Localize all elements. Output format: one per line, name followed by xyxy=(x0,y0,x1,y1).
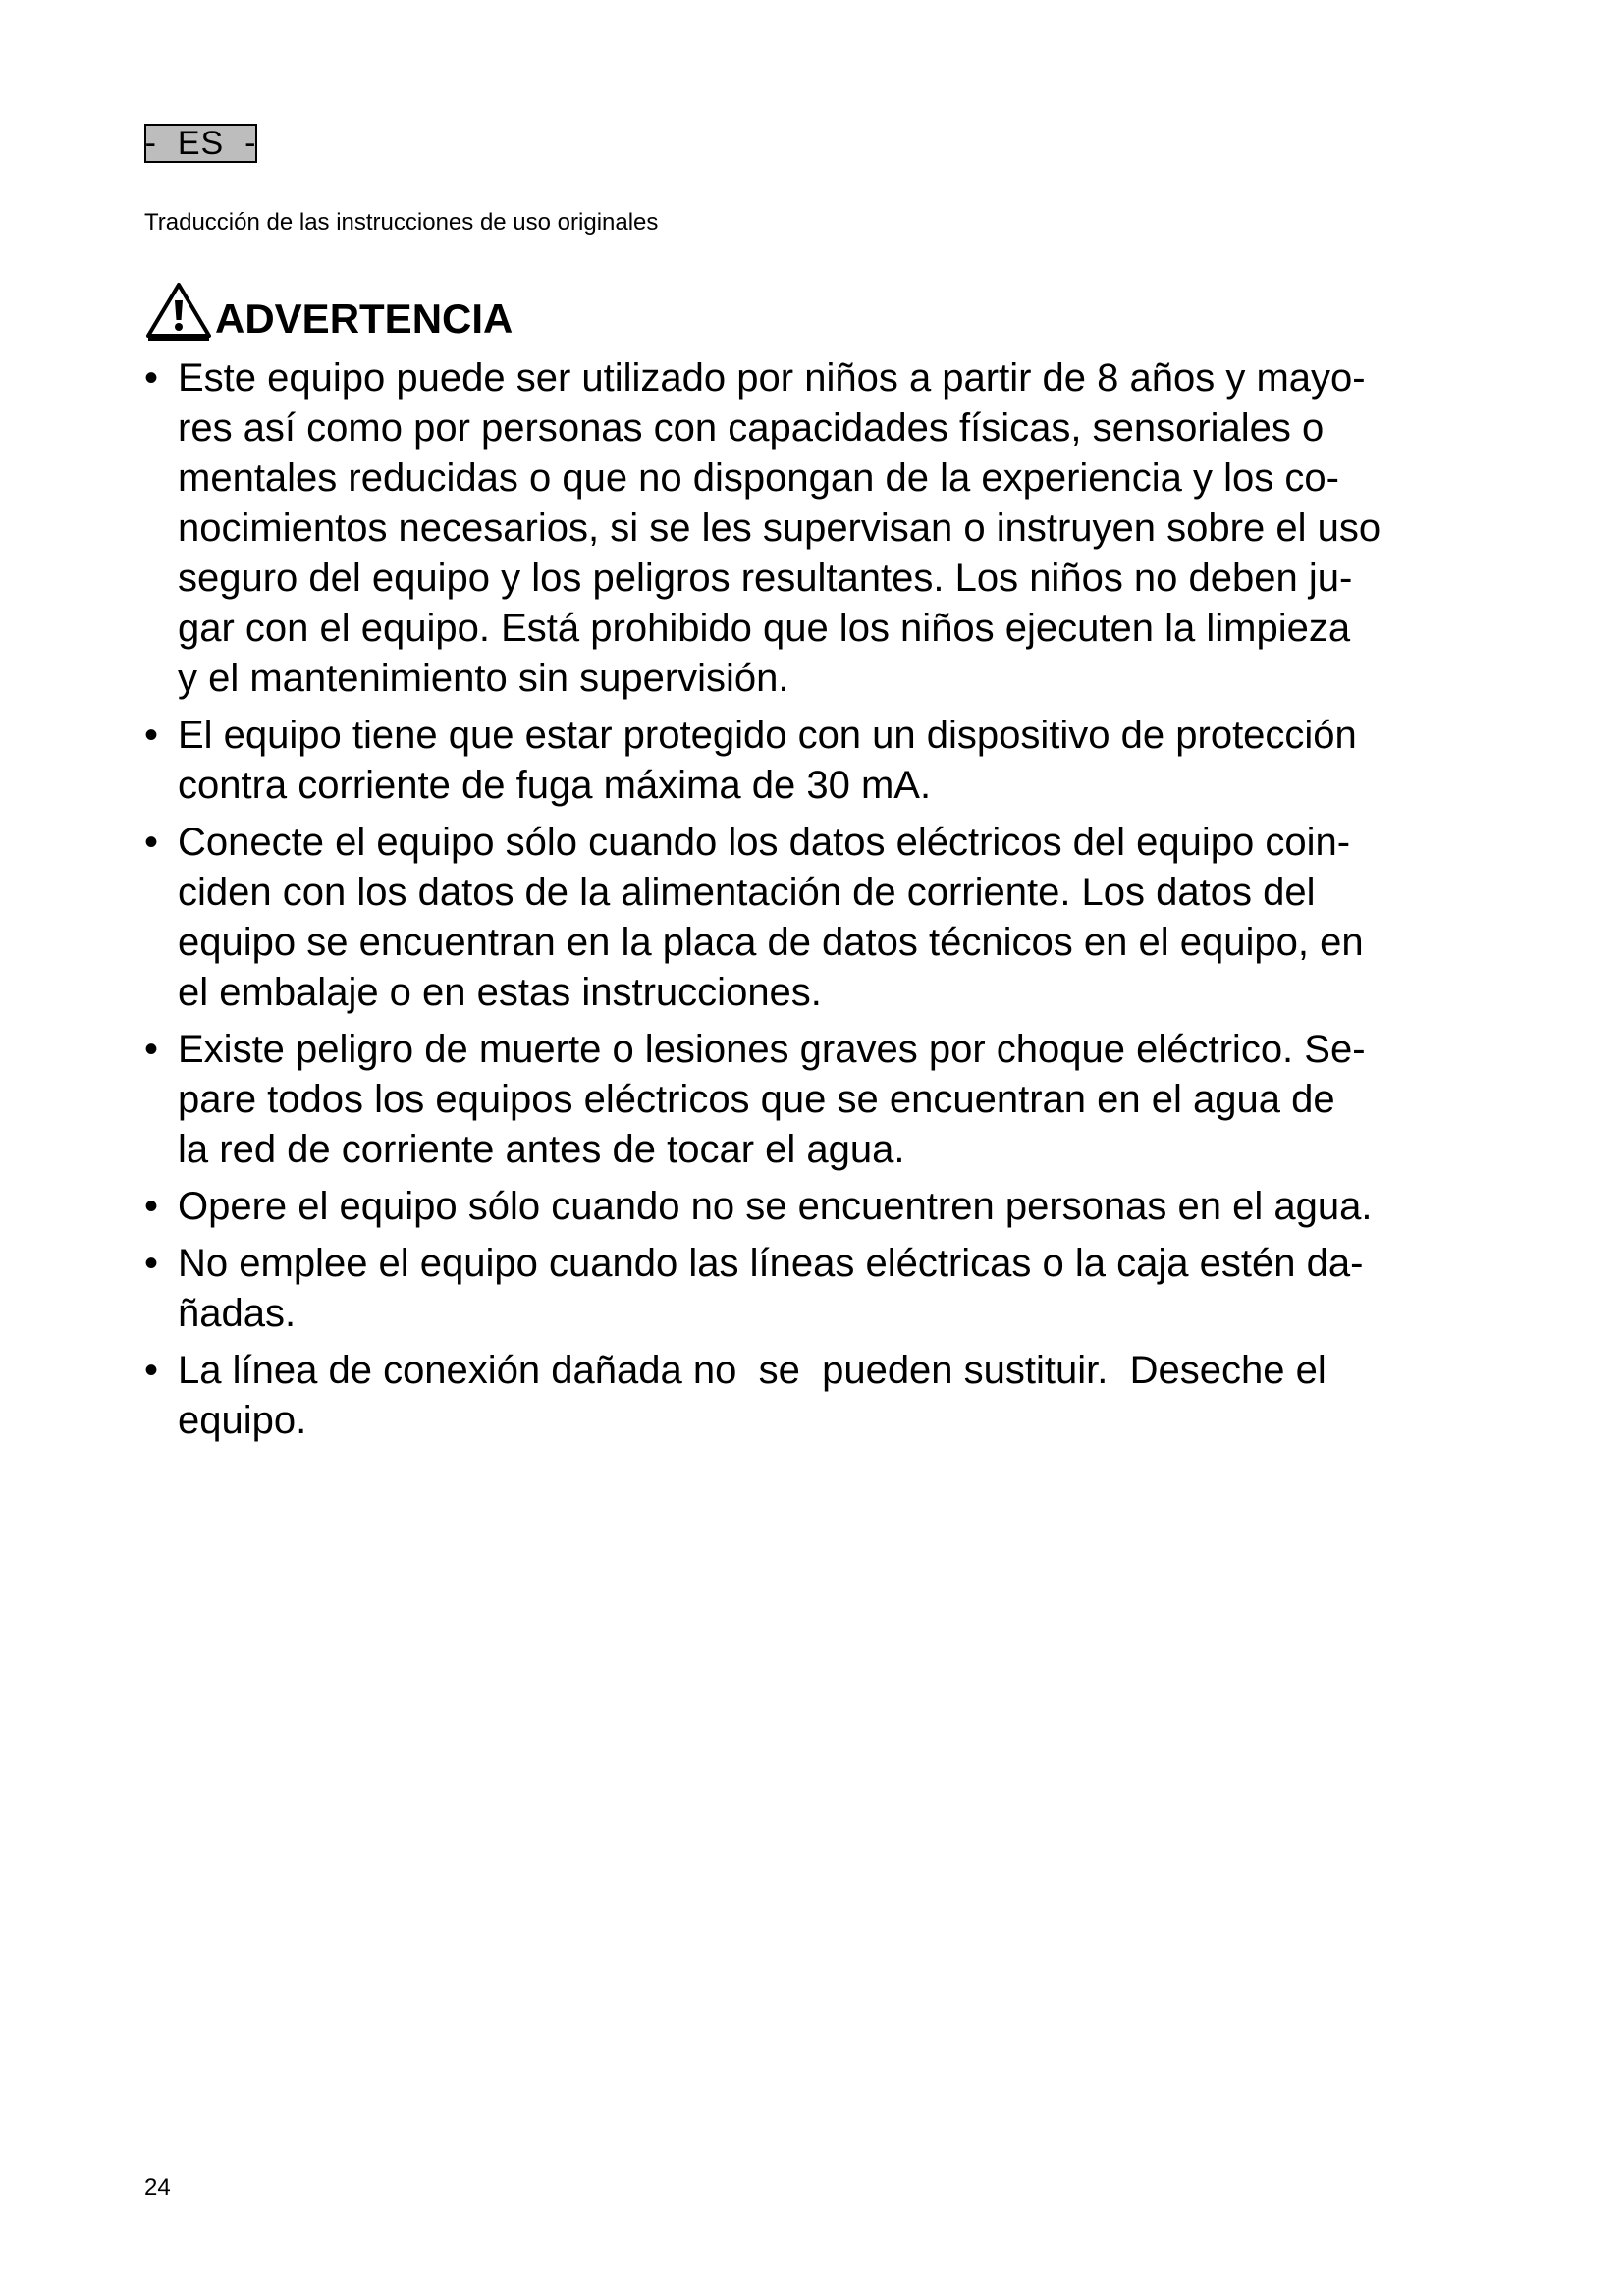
warning-item-line: El equipo tiene que estar protegido con un dispositivo de protección xyxy=(178,714,1357,757)
bullet-icon: • xyxy=(144,1185,159,1228)
warning-item-line: equipo se encuentran en la placa de datos técnicos en el equipo, en xyxy=(178,921,1364,964)
language-tag: - ES - xyxy=(144,125,257,162)
warning-item xyxy=(144,1346,1519,1446)
warning-item-line: ñadas. xyxy=(178,1292,297,1335)
warning-title: ADVERTENCIA xyxy=(215,295,514,342)
bullet-icon: • xyxy=(144,1028,159,1071)
warning-item-line: No emplee el equipo cuando las líneas eléctricas o la caja estén da- xyxy=(178,1242,1364,1285)
warning-item xyxy=(144,818,1519,1018)
warning-triangle-icon xyxy=(144,281,213,342)
warning-item-line: Opere el equipo sólo cuando no se encuentren personas en el agua. xyxy=(178,1185,1373,1228)
bullet-icon: • xyxy=(144,356,159,400)
warning-heading xyxy=(144,273,513,342)
warning-item-line: res así como por personas con capacidades físicas, sensoriales o xyxy=(178,406,1325,450)
warning-item-line: y el mantenimiento sin supervisión. xyxy=(178,657,789,700)
warning-item xyxy=(144,353,1519,704)
document-subtitle: Traducción de las instrucciones de uso originales xyxy=(144,209,659,236)
bullet-icon: • xyxy=(144,1349,159,1392)
warning-list xyxy=(144,353,1519,1453)
warning-item-line: Existe peligro de muerte o lesiones graves por choque eléctrico. Se- xyxy=(178,1028,1366,1071)
warning-item-line: nocimientos necesarios, si se les supervisan o instruyen sobre el uso xyxy=(178,507,1381,550)
bullet-icon: • xyxy=(144,714,159,757)
warning-item-line: pare todos los equipos eléctricos que se encuentran en el agua de xyxy=(178,1078,1335,1121)
page-number: 24 xyxy=(144,2174,171,2201)
bullet-icon: • xyxy=(144,1242,159,1285)
warning-item-line: gar con el equipo. Está prohibido que los niños ejecuten la limpieza xyxy=(178,607,1351,650)
warning-item-line: ciden con los datos de la alimentación de corriente. Los datos del xyxy=(178,871,1316,914)
warning-item-line: La línea de conexión dañada no se pueden sustituir. Deseche el xyxy=(178,1349,1326,1392)
warning-item-line: equipo. xyxy=(178,1399,307,1442)
warning-item xyxy=(144,1025,1519,1175)
warning-item-line: contra corriente de fuga máxima de 30 mA. xyxy=(178,764,932,807)
bullet-icon: • xyxy=(144,821,159,864)
warning-item-line: seguro del equipo y los peligros resultantes. Los niños no deben ju- xyxy=(178,557,1353,600)
warning-item-line: Este equipo puede ser utilizado por niños a partir de 8 años y mayo- xyxy=(178,356,1366,400)
warning-item xyxy=(144,1239,1519,1339)
warning-item-line: mentales reducidas o que no dispongan de la experiencia y los co- xyxy=(178,456,1339,500)
warning-item xyxy=(144,1182,1519,1232)
warning-item-line: el embalaje o en estas instrucciones. xyxy=(178,971,822,1014)
warning-item-line: la red de corriente antes de tocar el agua. xyxy=(178,1128,905,1171)
warning-item-line: Conecte el equipo sólo cuando los datos eléctricos del equipo coin- xyxy=(178,821,1351,864)
warning-item xyxy=(144,711,1519,811)
